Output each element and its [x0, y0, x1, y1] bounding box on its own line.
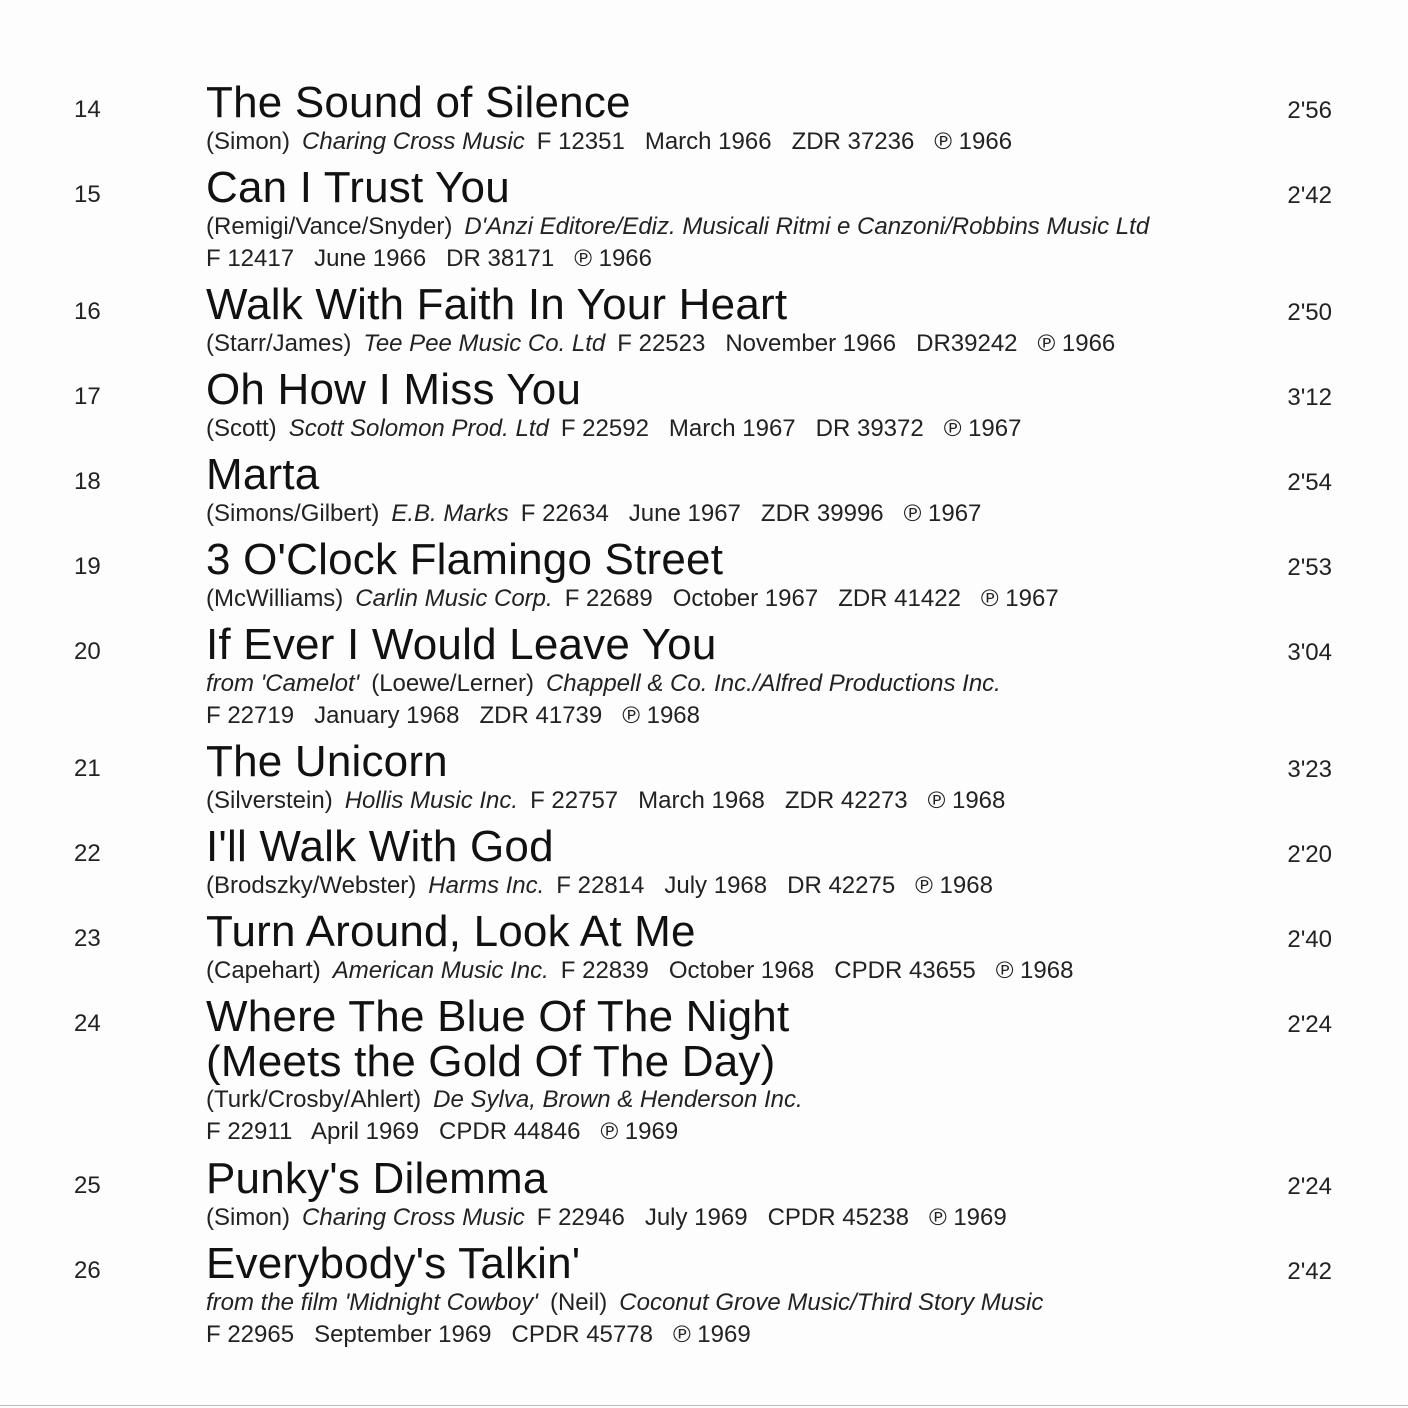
track-details: F 22965 September 1969 CPDR 45778 ℗ 1969	[206, 1321, 751, 1348]
track-info-line	[206, 668, 1001, 700]
track-title: Punky's Dilemma	[206, 1154, 548, 1203]
track-number: 22	[74, 840, 101, 867]
page-edge-divider	[0, 1405, 1408, 1406]
track-title: Turn Around, Look At Me	[206, 907, 696, 956]
track-duration: 2'40	[1287, 926, 1332, 953]
track-title: The Unicorn	[206, 737, 448, 786]
track-writers: (Simons/Gilbert)	[206, 500, 380, 527]
track-number: 18	[74, 468, 101, 495]
track-duration: 3'23	[1287, 756, 1332, 783]
track-title: The Sound of Silence	[206, 78, 631, 127]
track-details: F 22592 March 1967 DR 39372 ℗ 1967	[560, 415, 1022, 442]
track-writers: (Starr/James)	[206, 330, 352, 357]
track-writers: (Neil)	[549, 1289, 608, 1316]
track-number: 20	[74, 638, 101, 665]
track-details: F 22946 July 1969 CPDR 45238 ℗ 1969	[536, 1204, 1007, 1231]
track-title: Where The Blue Of The Night	[206, 992, 790, 1041]
track-info-line	[206, 328, 1115, 360]
track-details: F 12351 March 1966 ZDR 37236 ℗ 1966	[536, 128, 1013, 155]
track-number: 15	[74, 181, 101, 208]
track-title: Walk With Faith In Your Heart	[206, 280, 788, 329]
track-number: 21	[74, 755, 101, 782]
track-writers: (Scott)	[206, 415, 277, 442]
track-duration: 2'24	[1287, 1173, 1332, 1200]
track-writers: (Loewe/Lerner)	[371, 670, 534, 697]
track-title-continued: (Meets the Gold Of The Day)	[206, 1037, 776, 1086]
track-writers: (Remigi/Vance/Snyder)	[206, 213, 453, 240]
track-publisher: Hollis Music Inc.	[344, 787, 519, 814]
track-duration: 3'04	[1287, 639, 1332, 666]
track-info-line	[206, 243, 652, 275]
track-info-line	[206, 1084, 803, 1116]
track-info-line	[206, 1287, 1043, 1319]
track-title: Marta	[206, 450, 320, 499]
track-writers: (Silverstein)	[206, 787, 333, 814]
track-number: 14	[74, 96, 101, 123]
track-number: 24	[74, 1010, 101, 1037]
track-publisher: Harms Inc.	[428, 872, 545, 899]
track-info-line	[206, 955, 1073, 987]
track-info-line	[206, 700, 700, 732]
track-info-line	[206, 583, 1059, 615]
track-details: F 22523 November 1966 DR39242 ℗ 1966	[617, 330, 1116, 357]
track-details: F 22757 March 1968 ZDR 42273 ℗ 1968	[530, 787, 1006, 814]
track-number: 26	[74, 1257, 101, 1284]
track-info-line	[206, 126, 1012, 158]
track-publisher: D'Anzi Editore/Ediz. Musicali Ritmi e Canzoni/Robbins Music Ltd	[464, 213, 1150, 240]
track-details: F 22911 April 1969 CPDR 44846 ℗ 1969	[206, 1118, 679, 1145]
track-duration: 2'24	[1287, 1011, 1332, 1038]
track-publisher: De Sylva, Brown & Henderson Inc.	[433, 1086, 803, 1113]
track-info-line	[206, 870, 993, 902]
track-info-line	[206, 211, 1149, 243]
track-publisher: Charing Cross Music	[302, 1204, 525, 1231]
track-title: I'll Walk With God	[206, 822, 554, 871]
track-duration: 2'42	[1287, 182, 1332, 209]
track-writers: (Turk/Crosby/Ahlert)	[206, 1086, 422, 1113]
track-duration: 2'20	[1287, 841, 1332, 868]
track-publisher: Scott Solomon Prod. Ltd	[288, 415, 549, 442]
track-number: 19	[74, 553, 101, 580]
track-duration: 2'42	[1287, 1258, 1332, 1285]
track-info-line	[206, 1202, 1007, 1234]
track-info-line	[206, 498, 981, 530]
track-duration: 2'54	[1287, 469, 1332, 496]
track-writers: (Brodszky/Webster)	[206, 872, 417, 899]
track-publisher: Chappell & Co. Inc./Alfred Productions Inc.	[545, 670, 1001, 697]
track-title: If Ever I Would Leave You	[206, 620, 717, 669]
track-details: F 22689 October 1967 ZDR 41422 ℗ 1967	[564, 585, 1059, 612]
track-info-line	[206, 1319, 751, 1351]
track-writers: (Simon)	[206, 1204, 291, 1231]
track-source-note: from the film 'Midnight Cowboy'	[206, 1289, 538, 1316]
track-details: F 22814 July 1968 DR 42275 ℗ 1968	[556, 872, 993, 899]
track-duration: 2'53	[1287, 554, 1332, 581]
track-duration: 2'50	[1287, 299, 1332, 326]
track-title: 3 O'Clock Flamingo Street	[206, 535, 724, 584]
track-info-line	[206, 785, 1005, 817]
track-publisher: American Music Inc.	[332, 957, 549, 984]
track-publisher: E.B. Marks	[391, 500, 509, 527]
track-duration: 3'12	[1287, 384, 1332, 411]
track-title: Oh How I Miss You	[206, 365, 582, 414]
track-details: F 22719 January 1968 ZDR 41739 ℗ 1968	[206, 702, 700, 729]
track-number: 16	[74, 298, 101, 325]
track-writers: (Capehart)	[206, 957, 321, 984]
track-publisher: Tee Pee Music Co. Ltd	[363, 330, 606, 357]
track-details: F 22839 October 1968 CPDR 43655 ℗ 1968	[560, 957, 1074, 984]
track-source-note: from 'Camelot'	[206, 670, 360, 697]
track-writers: (Simon)	[206, 128, 291, 155]
track-number: 23	[74, 925, 101, 952]
track-title: Everybody's Talkin'	[206, 1239, 581, 1288]
track-writers: (McWilliams)	[206, 585, 344, 612]
track-number: 25	[74, 1172, 101, 1199]
track-publisher: Charing Cross Music	[302, 128, 525, 155]
track-info-line	[206, 1116, 678, 1148]
track-title: Can I Trust You	[206, 163, 510, 212]
track-info-line	[206, 413, 1021, 445]
track-details: F 22634 June 1967 ZDR 39996 ℗ 1967	[520, 500, 982, 527]
track-publisher: Carlin Music Corp.	[355, 585, 553, 612]
track-number: 17	[74, 383, 101, 410]
track-duration: 2'56	[1287, 97, 1332, 124]
track-details: F 12417 June 1966 DR 38171 ℗ 1966	[206, 245, 652, 272]
track-publisher: Coconut Grove Music/Third Story Music	[619, 1289, 1044, 1316]
